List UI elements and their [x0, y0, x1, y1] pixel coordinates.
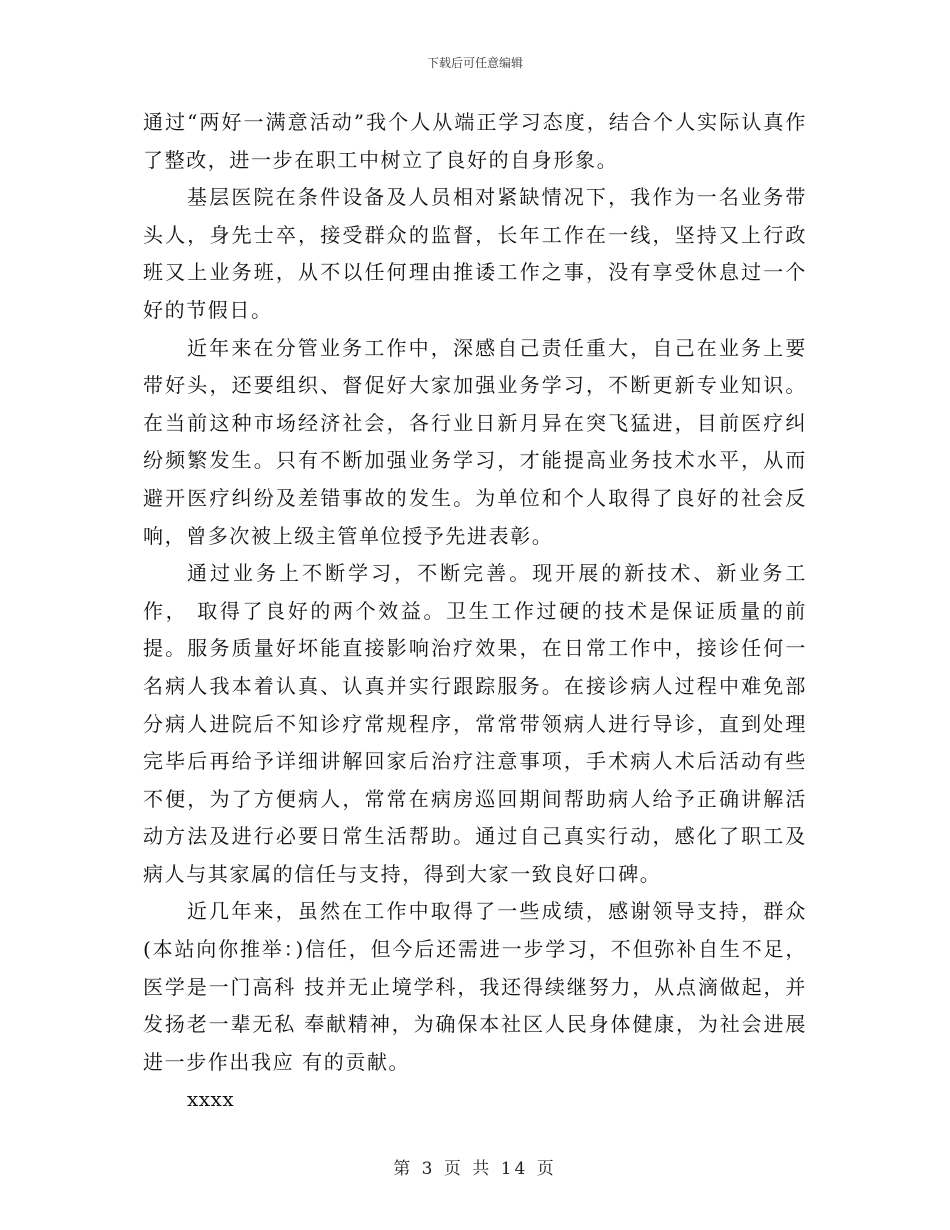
- paragraph-3: 近年来在分管业务工作中，深感自己责任重大，自己在业务上要带好头，还要组织、督促好大家加强业务学习，不断更新专业知识。在当前这种市场经济社会，各行业日新月异在突飞猛进，目前医疗纠纷频繁发生。只有不断加强业务学习，才能提高业务技术水平，从而避开医疗纠纷及差错事故的发生。为单位和个人取得了良好的社会反响，曾多次被上级主管单位授予先进表彰。: [143, 335, 807, 548]
- paragraph-1: 通过“两好一满意活动”我个人从端正学习态度，结合个人实际认真作了整改，进一步在职工中树立了良好的自身形象。: [143, 110, 807, 172]
- paragraph-4: 通过业务上不断学习，不断完善。现开展的新技术、新业务工作， 取得了良好的两个效益。卫生工作过硬的技术是保证质量的前提。服务质量好坏能直接影响治疗效果，在日常工作中，接诊任何一名病人我本着认真、认真并实行跟踪服务。在接诊病人过程中难免部分病人进院后不知诊疗常规程序，常常带领病人进行导诊，直到处理完毕后再给予详细讲解回家后治疗注意事项，手术病人术后活动有些不便，为了方便病人，常常在病房巡回期间帮助病人给予正确讲解活动方法及进行必要日常生活帮助。通过自己真实行动，感化了职工及病人与其家属的信任与支持，得到大家一致良好口碑。: [143, 561, 807, 886]
- paragraph-5: 近几年来，虽然在工作中取得了一些成绩，感谢领导支持，群众(本站向你推举：)信任，但今后还需进一步学习，不但弥补自生不足，医学是一门高科 技并无止境学科，我还得续继努力，从点滴做起，并发扬老一辈无私 奉献精神，为确保本社区人民身体健康，为社会进展进一步作出我应 有的贡献。: [143, 899, 807, 1074]
- page-footer: 第 3 页 共 14 页: [393, 1159, 557, 1179]
- page-header: 下载后可任意编辑: [426, 56, 523, 70]
- paragraph-2: 基层医院在条件设备及人员相对紧缺情况下，我作为一名业务带头人，身先士卒，接受群众的监督，长年工作在一线，坚持又上行政班又上业务班，从不以任何理由推诿工作之事，没有享受休息过一个好的节假日。: [143, 185, 807, 322]
- signature: xxxx: [187, 1087, 235, 1112]
- document-body: [143, 104, 807, 1119]
